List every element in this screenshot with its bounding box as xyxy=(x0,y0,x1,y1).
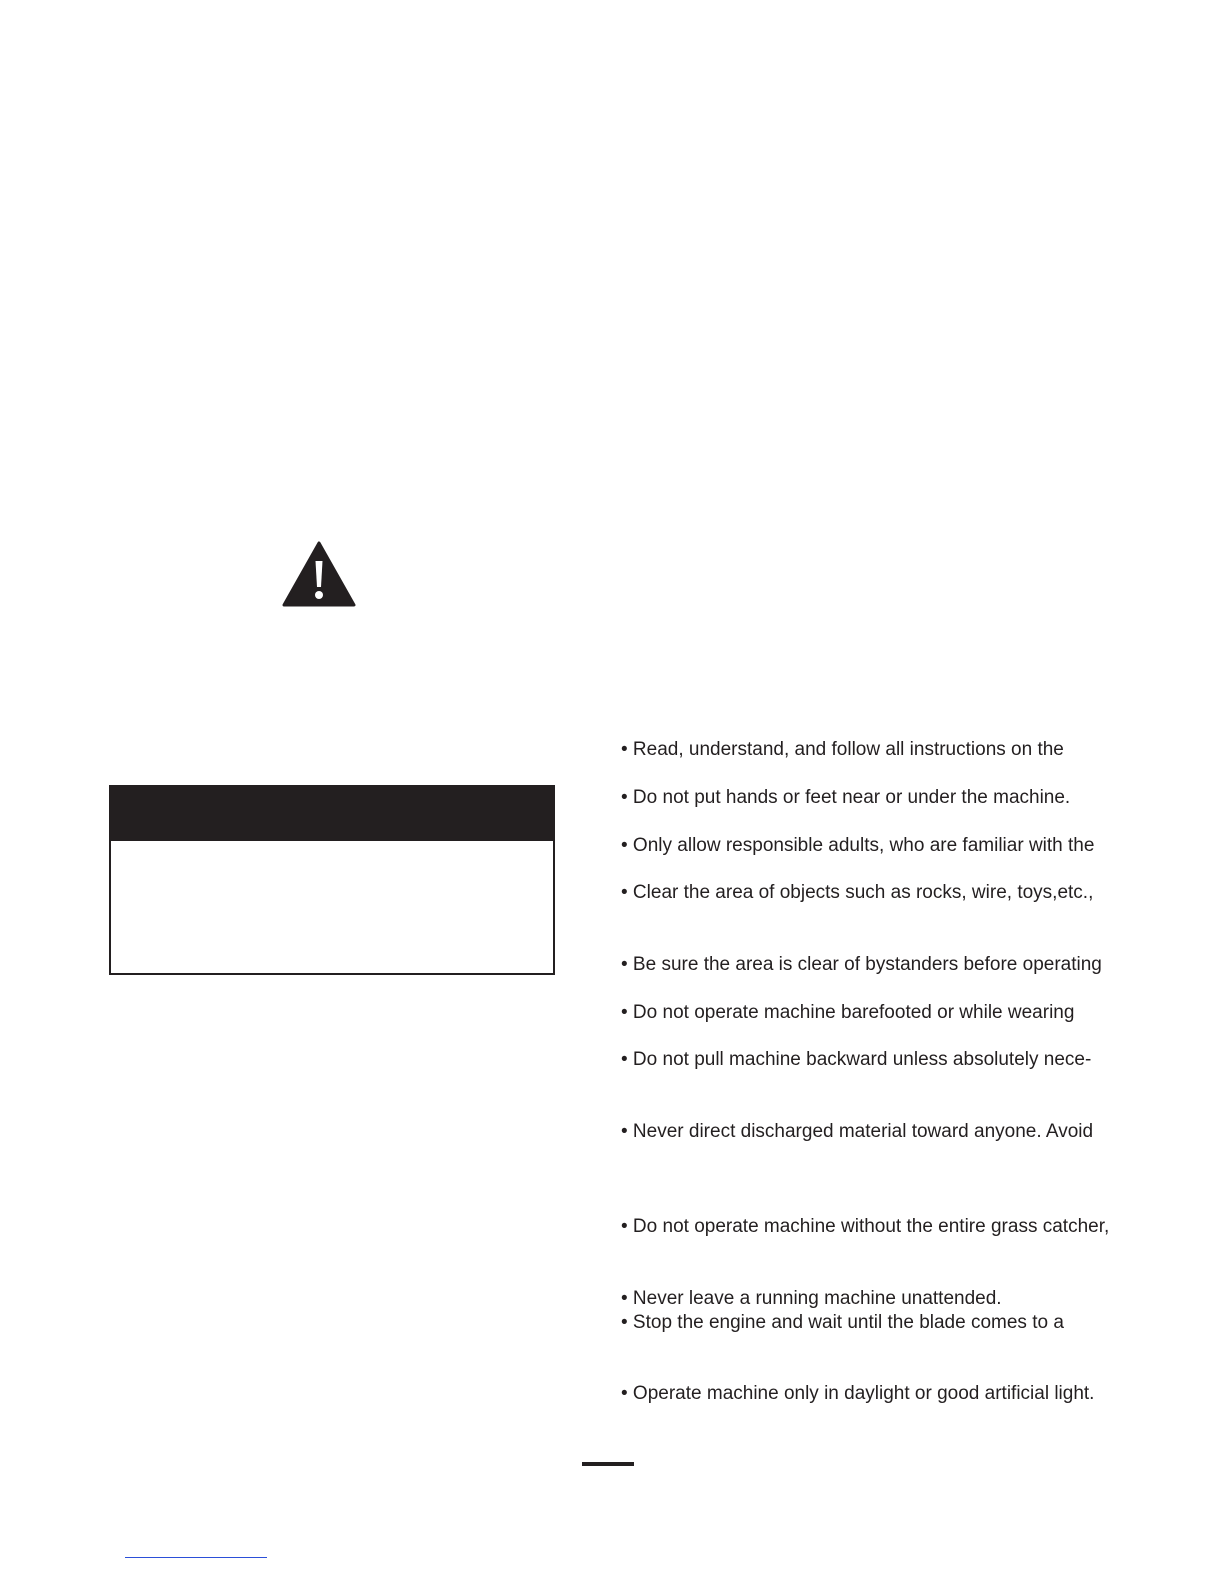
safety-bullet: • Never direct discharged material toward anyone. Avoid xyxy=(621,1121,1094,1142)
safety-bullet: • Only allow responsible adults, who are familiar with the xyxy=(621,835,1095,856)
safety-bullet: • Do not operate machine barefooted or while wearing xyxy=(621,1002,1075,1023)
safety-bullet: • Clear the area of objects such as rocks, wire, toys,etc., xyxy=(621,882,1094,903)
safety-bullet: • Read, understand, and follow all instructions on the xyxy=(621,739,1064,760)
page-number-rule xyxy=(582,1462,634,1466)
safety-notice-box xyxy=(109,785,555,975)
safety-notice-header xyxy=(111,787,553,841)
safety-bullet: • Do not put hands or feet near or under the machine. xyxy=(621,787,1071,808)
safety-bullet: • Stop the engine and wait until the blade comes to a xyxy=(621,1312,1064,1333)
safety-bullet: • Do not pull machine backward unless absolutely nece- xyxy=(621,1049,1092,1070)
warning-triangle-icon xyxy=(282,541,356,607)
safety-bullet: • Operate machine only in daylight or good artificial light. xyxy=(621,1383,1095,1404)
safety-bullet: • Never leave a running machine unattended. xyxy=(621,1288,1002,1309)
safety-bullet: • Be sure the area is clear of bystanders before operating xyxy=(621,954,1102,975)
footer-link[interactable] xyxy=(125,1557,267,1558)
safety-bullet: • Do not operate machine without the entire grass catcher, xyxy=(621,1216,1110,1237)
